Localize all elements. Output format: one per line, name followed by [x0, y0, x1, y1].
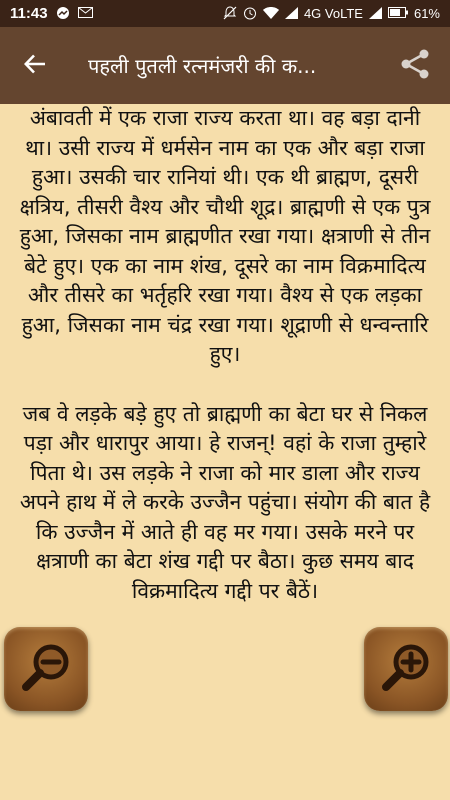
alarm-icon — [243, 6, 257, 22]
share-icon — [399, 49, 431, 83]
zoom-in-button[interactable] — [364, 627, 448, 711]
status-time: 11:43 — [10, 5, 48, 22]
story-paragraph-2: जब वे लड़के बड़े हुए तो ब्राह्मणी का बेटा घर से निकल पड़ा और धारापुर आया। हे राजन्! वहां के राजा तुम्हारे पिता थे। उस लड़के ने राजा को मार डाला और राज्य अपने हाथ में ले करके उज्जैन पहुंचा। संयोग की बात है कि उज्जैन में आते ही वह मर गया। उसके मरने पर क्षत्राणी का बेटा शंख गद्दी पर बैठा। कुछ समय बाद विक्रमादित्य गद्दी पर बैठें। — [19, 401, 431, 603]
zoom-out-button[interactable] — [4, 627, 88, 711]
signal-icon-2 — [369, 7, 382, 21]
zoom-out-icon — [18, 639, 74, 699]
status-left — [10, 5, 93, 22]
notifications-off-icon — [223, 6, 237, 22]
app-bar — [0, 27, 450, 104]
back-button[interactable] — [0, 27, 70, 104]
arrow-left-icon — [24, 54, 46, 78]
battery-percent: 61% — [413, 6, 440, 21]
status-bar — [0, 0, 450, 27]
story-paragraph-1: अंबावती में एक राजा राज्य करता था। वह बड़ा दानी था। उसी राज्य में धर्मसेन नाम का एक और बड़ा राजा हुआ। उसकी चार रानियां थी। एक थी ब्राह्मण, दूसरी क्षत्रिय, तीसरी वैश्य और चौथी शूद्र। ब्राह्मणी से एक पुत्र हुआ, जिसका नाम ब्राह्मणीत रखा गया। क्षत्राणी से तीन बेटे हुए। एक का नाम शंख, दूसरे का नाम विक्रमादित्य और तीसरे का भर्तृहरि रखा गया। वैश्य से एक लड़का हुआ, जिसका नाम चंद्र रखा गया। शूद्राणी से धन्वन्तारि हुए। — [19, 106, 431, 366]
wifi-icon — [263, 7, 279, 21]
signal-icon — [285, 7, 298, 21]
page-title: पहली पुतली रत्नमंजरी की क... — [88, 54, 317, 78]
messenger-icon — [56, 6, 70, 22]
status-right — [223, 6, 440, 22]
mail-icon — [78, 7, 93, 20]
paragraph-spacer — [18, 370, 432, 400]
battery-icon — [388, 7, 408, 20]
network-type: 4G VoLTE — [303, 6, 363, 21]
zoom-in-icon — [378, 639, 434, 699]
share-button[interactable] — [380, 27, 450, 104]
